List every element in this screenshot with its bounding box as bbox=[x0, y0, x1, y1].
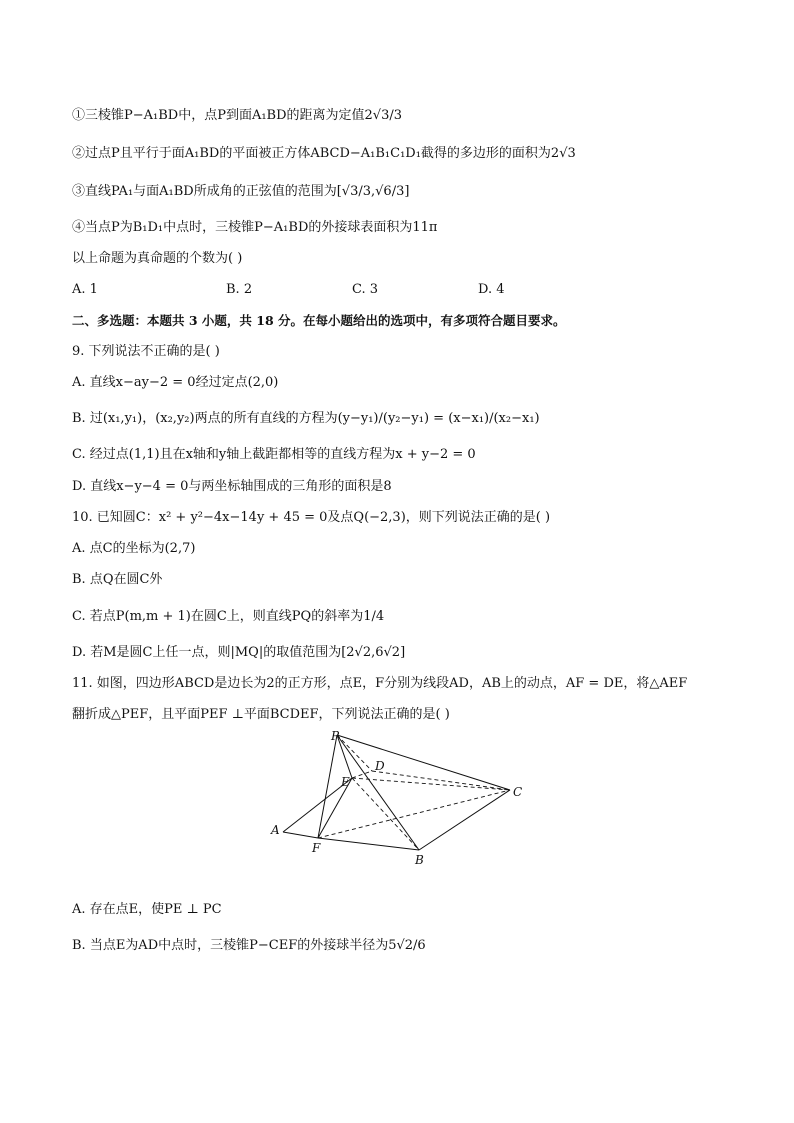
statement-4: ④当点P为B₁D₁中点时，三棱锥P−A₁BD的外接球表面积为11π bbox=[72, 220, 438, 235]
q8-option-d: D. 4 bbox=[478, 282, 505, 297]
q9-option-c: C. 经过点(1,1)且在x轴和y轴上截距都相等的直线方程为x + y−2 = 0 bbox=[72, 447, 476, 462]
q11-option-b: B. 当点E为AD中点时，三棱锥P−CEF的外接球半径为5√2/6 bbox=[72, 938, 426, 953]
edge-PE bbox=[337, 735, 352, 778]
edge-AF bbox=[283, 832, 318, 838]
q9-option-d: D. 直线x−y−4 = 0与两坐标轴围成的三角形的面积是8 bbox=[72, 479, 392, 494]
q11-stem-line-2: 翻折成△PEF，且平面PEF ⊥平面BCDEF，下列说法正确的是( ) bbox=[72, 707, 450, 722]
edge-PC bbox=[337, 735, 510, 790]
q10-option-b: B. 点Q在圆C外 bbox=[72, 572, 163, 587]
edge-ED bbox=[352, 771, 372, 778]
label-P: P bbox=[331, 729, 340, 743]
q11-option-a: A. 存在点E，使PE ⊥ PC bbox=[72, 902, 222, 917]
label-F: F bbox=[312, 841, 321, 855]
edge-BC bbox=[419, 790, 510, 850]
section-2-heading: 二、多选题：本题共 3 小题，共 18 分。在每小题给出的选项中，有多项符合题目要求。 bbox=[72, 313, 566, 328]
q10-stem: 10. 已知圆C：x² + y²−4x−14y + 45 = 0及点Q(−2,3)，则下列说法正确的是( ) bbox=[72, 510, 551, 525]
edge-DC bbox=[372, 771, 510, 790]
q11-stem-line-1: 11. 如图，四边形ABCD是边长为2的正方形，点E，F分别为线段AD，AB上的动点，AF = DE，将△AEF bbox=[72, 676, 688, 691]
statement-3: ③直线PA₁与面A₁BD所成角的正弦值的范围为[√3/3,√6/3] bbox=[72, 184, 410, 199]
edge-EB bbox=[352, 778, 419, 850]
q8-option-b: B. 2 bbox=[226, 282, 253, 297]
q8-option-a: A. 1 bbox=[72, 282, 98, 297]
edge-EC bbox=[352, 778, 510, 790]
label-C: C bbox=[513, 785, 523, 799]
q9-option-a: A. 直线x−ay−2 = 0经过定点(2,0) bbox=[72, 375, 279, 390]
q10-option-a: A. 点C的坐标为(2,7) bbox=[72, 541, 196, 556]
edge-FC bbox=[318, 790, 510, 838]
q10-option-d: D. 若M是圆C上任一点，则|MQ|的取值范围为[2√2,6√2] bbox=[72, 645, 406, 660]
q8-option-c: C. 3 bbox=[352, 282, 379, 297]
q10-option-c: C. 若点P(m,m + 1)在圆C上，则直线PQ的斜率为1/4 bbox=[72, 609, 385, 624]
label-A: A bbox=[271, 823, 280, 837]
q9-option-b: B. 过(x₁,y₁)，(x₂,y₂)两点的所有直线的方程为(y−y₁)/(y₂−y₁) = (x−x₁)/(x₂−x₁) bbox=[72, 411, 540, 426]
q9-stem: 9. 下列说法不正确的是( ) bbox=[72, 344, 220, 359]
geometry-figure bbox=[262, 724, 542, 872]
edge-PB bbox=[337, 735, 419, 850]
statement-2: ②过点P且平行于面A₁BD的平面被正方体ABCD−A₁B₁C₁D₁截得的多边形的面积为2√3 bbox=[72, 146, 576, 161]
q8-question: 以上命题为真命题的个数为( ) bbox=[72, 251, 243, 266]
label-E: E bbox=[341, 775, 350, 789]
label-B: B bbox=[415, 853, 424, 867]
edge-PF bbox=[318, 735, 337, 838]
statement-1: ①三棱锥P−A₁BD中，点P到面A₁BD的距离为定值2√3/3 bbox=[72, 108, 403, 123]
edge-FB bbox=[318, 838, 419, 850]
label-D: D bbox=[375, 759, 385, 773]
